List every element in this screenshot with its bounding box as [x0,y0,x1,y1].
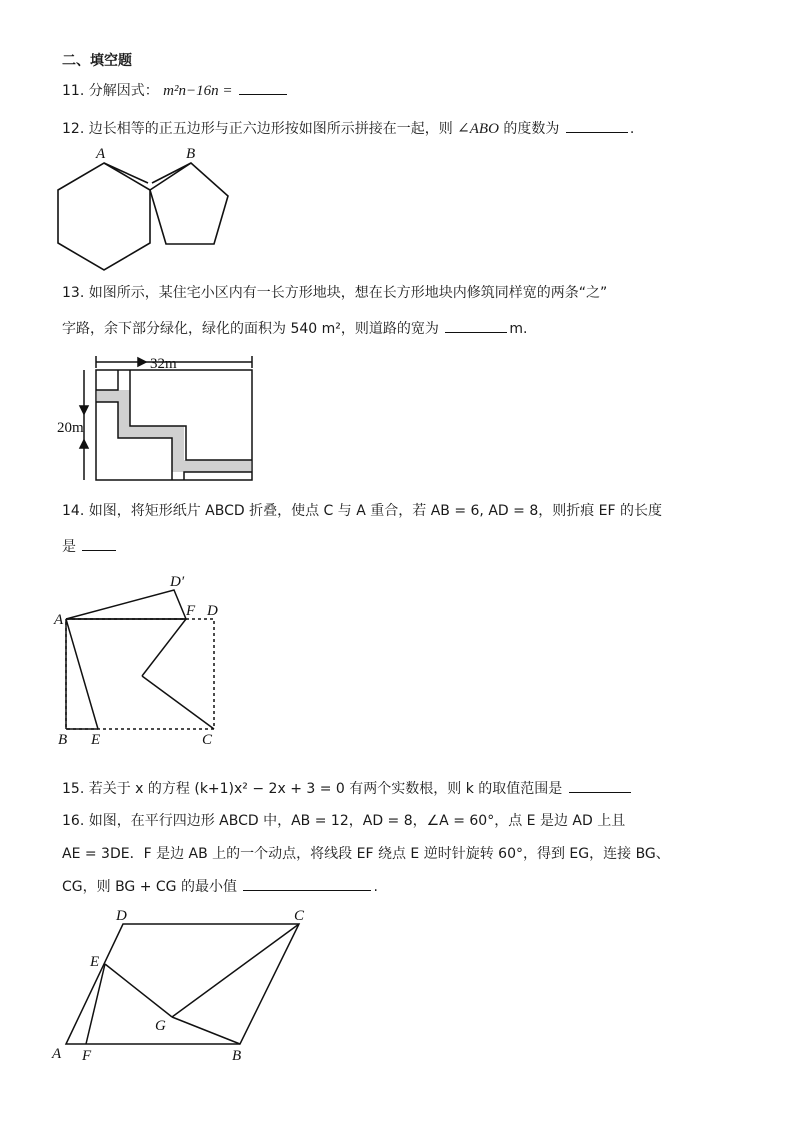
math-expression: m²n−16n = [163,83,233,99]
figure-16 [51,908,305,1064]
question-text: 若关于 x 的方程 (k+1)x² − 2x + 3 = 0 有两个实数根，则 k 的取值范围是 [88,781,563,797]
label-a: A [96,146,106,162]
question-number: 11. [62,83,85,99]
segment-g-c [172,924,299,1017]
arrow-up-icon [80,440,88,448]
question-number: 14. [62,503,85,519]
label-g: G [155,1018,166,1034]
question-number: 16. [62,813,85,829]
label-e: E [90,954,100,970]
question-text: 如图，在平行四边形 ABCD 中，AB = 12，AD = 8，∠A = 60°，点 E 是边 AD 上且 [88,813,626,829]
segment-e-g [105,964,172,1017]
question-text: 的度数为 [498,121,560,137]
height-label: 20m [57,420,84,436]
question-text: 边长相等的正五边形与正六边形按如图所示拼接在一起，则 [88,121,458,137]
question-text: 是 [62,539,76,555]
arrow-down-icon [80,406,88,414]
label-f: F [186,603,196,619]
label-a: A [54,612,64,628]
label-e: E [91,732,101,748]
line-f-mid [142,619,186,676]
question-text: 如图所示，某住宅小区内有一长方形地块，想在长方形地块内修筑同样宽的两条“之” [88,285,608,301]
math-expression: ∠ABO [457,121,499,137]
line-mid-c [142,676,214,729]
label-c: C [294,908,305,924]
question-number: 12. [62,121,85,137]
label-d: D [116,908,127,924]
figure-14 [53,574,218,748]
label-a: A [52,1046,62,1062]
question-text: AE = 3DE．F 是边 AB 上的一个动点，将线段 EF 绕点 E 逆时针旋转 60°，得到 EG，连接 BG、 [62,846,670,862]
unit-text: m. [509,321,528,337]
label-c: C [202,732,213,748]
question-text: 分解因式： [88,83,159,99]
road-z-shape [96,396,252,466]
end-period: . [629,121,635,137]
label-b: B [58,732,68,748]
hexagon-shape [58,163,150,270]
section-title: 二、填空题 [62,53,132,69]
label-b: B [186,146,196,162]
line-a-e [66,619,98,729]
label-b: B [232,1048,242,1064]
end-period: . [373,879,378,895]
question-text: 如图，将矩形纸片 ABCD 折叠，使点 C 与 A 重合，若 AB = 6, AD = 8，则折痕 EF 的长度 [88,503,663,519]
label-d-prime: D′ [170,574,185,590]
question-number: 13. [62,285,85,301]
segment-g-b [172,1017,240,1044]
question-text: 字路，余下部分绿化，绿化的面积为 540 m²，则道路的宽为 [62,321,439,337]
label-f: F [82,1048,92,1064]
segment-e-f [86,964,105,1044]
line-b-o [152,163,191,183]
width-label: 32m [150,356,177,372]
folded-flap [66,590,186,619]
label-d: D [207,603,218,619]
question-number: 15. [62,781,85,797]
pentagon-shape [150,163,228,244]
figure-13 [57,356,252,480]
line-a-o [104,163,148,183]
question-text: CG，则 BG + CG 的最小值 [62,879,237,895]
figure-12 [58,146,228,270]
arrow-right-icon [138,358,146,366]
